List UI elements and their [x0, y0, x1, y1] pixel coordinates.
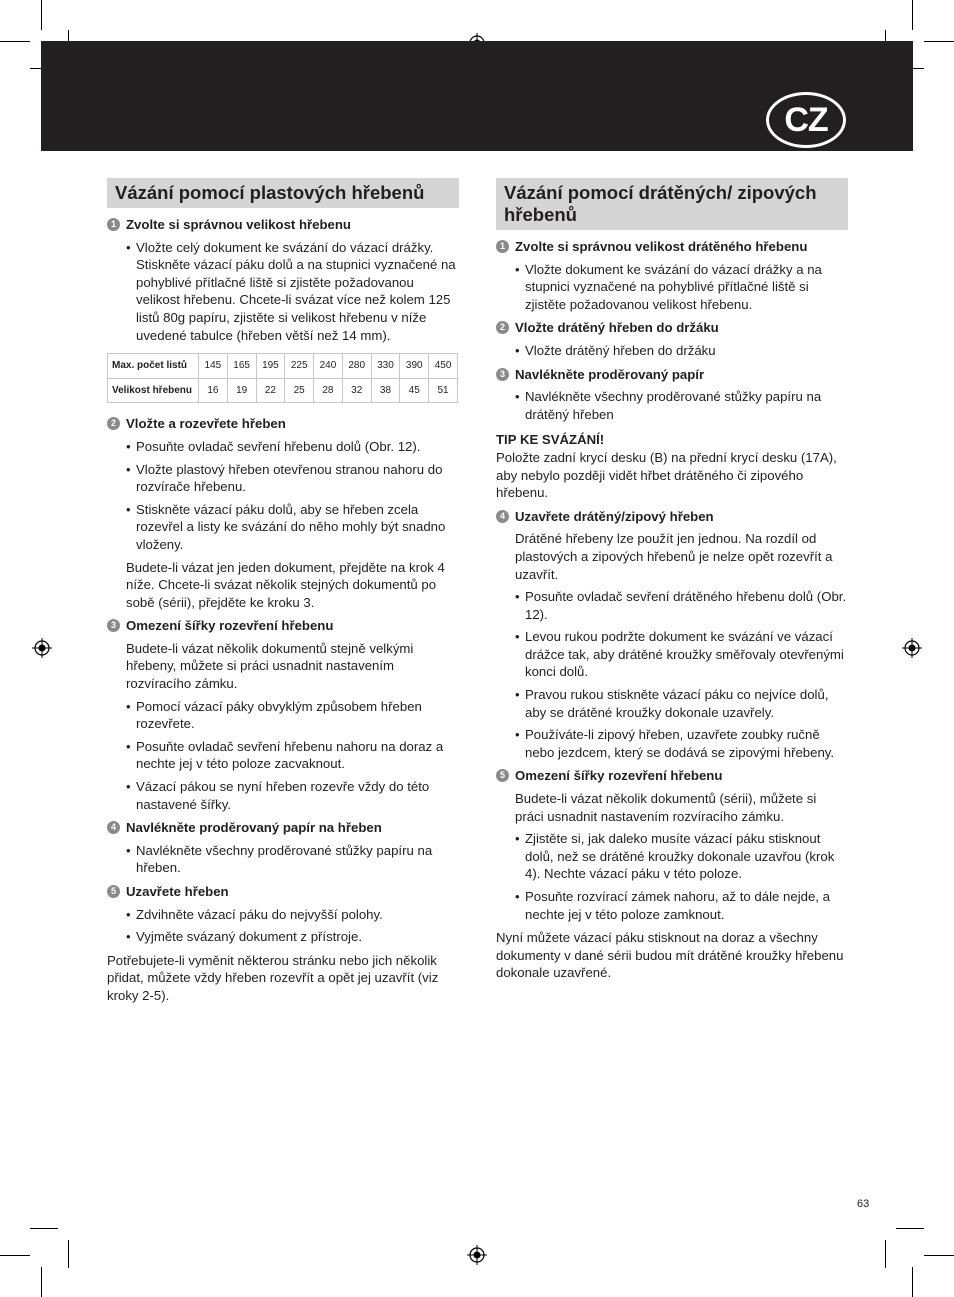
- step-title: Vložte drátěný hřeben do držáku: [515, 320, 719, 336]
- table-cell: 22: [256, 378, 285, 403]
- crop-mark: [68, 1240, 69, 1268]
- step-heading: [107, 415, 459, 433]
- closing-paragraph: Nyní můžete vázací páku stisknout na doraz a všechny dokumenty v dané sérii budou mít drátěné kroužky hřebenu dokonale uzavřené.: [496, 930, 844, 981]
- table-cell: 28: [314, 378, 343, 403]
- closing-paragraph: Potřebujete-li vyměnit některou stránku nebo jich několik přidat, můžete vždy hřeben rozevřít a opět jej uzavřít (viz kroky 2-5).: [107, 952, 439, 1003]
- step-heading: [496, 366, 848, 384]
- bullet-item: • Zdvihněte vázací páku do nejvyšší polohy.: [107, 906, 459, 924]
- table-cell: 45: [400, 378, 429, 403]
- bullet-item: • Vložte drátěný hřeben do držáku: [496, 342, 848, 360]
- table-cell: 280: [342, 354, 371, 379]
- bullet-item: • Vložte plastový hřeben otevřenou stranou nahoru do rozvírače hřebenu.: [107, 461, 459, 496]
- bullet-item: • Pravou rukou stiskněte vázací páku co nejvíce dolů, aby se drátěné kroužky dokonale uzavřely.: [496, 686, 848, 721]
- step-title: Uzavřete drátěný/zipový hřeben: [515, 508, 714, 524]
- comb-size-table: [107, 353, 458, 403]
- section-heading: Vázání pomocí drátěných/ zipových hřebenů: [496, 178, 848, 230]
- section-heading: Vázání pomocí plastových hřebenů: [107, 178, 459, 208]
- step-number-badge: 1: [496, 240, 509, 253]
- step-title: Zvolte si správnou velikost drátěného hřebenu: [515, 239, 808, 254]
- bullet-item: • Vyjměte svázaný dokument z přístroje.: [107, 928, 459, 946]
- table-cell: 32: [342, 378, 371, 403]
- right-column: [496, 178, 848, 982]
- step-paragraph: Budete-li vázat několik dokumentů stejně velkými hřebeny, můžete si práci usnadnit nastavením rozvíracího zámku.: [126, 640, 414, 692]
- language-badge: CZ: [766, 92, 846, 148]
- step-number-badge: 1: [107, 218, 120, 231]
- step-title: Omezení šířky rozevření hřebenu: [515, 768, 723, 784]
- crop-mark: [924, 41, 954, 42]
- crop-mark: [41, 0, 42, 30]
- step-heading: [107, 216, 459, 234]
- step-heading: [496, 767, 848, 785]
- bullet-item: • Levou rukou podržte dokument ke svázání ve vázací drážce tak, aby drátěné kroužky směřovaly otevřenými konci dolů.: [496, 628, 848, 681]
- table-cell: 240: [314, 354, 343, 379]
- step-paragraph: Budete-li vázat jen jeden dokument, přejděte na krok 4 níže. Chcete-li svázat několik stejných dokumentů po sobě (sérii), přejděte ke kroku 3.: [126, 559, 445, 610]
- step-number-badge: 5: [107, 885, 120, 898]
- step-paragraph: Drátěné hřebeny lze použít jen jednou. Na rozdíl od plastových a zipových hřebenů je nelze opět rozevřít a uzavřít.: [515, 531, 833, 582]
- table-cell: 225: [285, 354, 314, 379]
- crop-mark: [924, 1255, 954, 1256]
- left-column: [107, 178, 459, 1005]
- registration-mark-icon: [902, 638, 922, 658]
- crop-mark: [912, 1267, 913, 1297]
- bullet-item: • Navlékněte všechny proděrované stůžky papíru na drátěný hřeben: [496, 388, 848, 423]
- table-row: [108, 354, 458, 379]
- bullet-item: • Pomocí vázací páky obvyklým způsobem hřeben rozevřete.: [107, 698, 459, 733]
- step-heading: [107, 883, 459, 901]
- step-title: Zvolte si správnou velikost hřebenu: [126, 217, 351, 232]
- step-heading: [107, 819, 459, 837]
- step-number-badge: 2: [496, 321, 509, 334]
- step-title: Uzavřete hřeben: [126, 884, 229, 899]
- step-number-badge: 2: [107, 417, 120, 430]
- step-number-badge: 3: [496, 368, 509, 381]
- step-heading: [496, 238, 848, 256]
- step-heading: [107, 617, 459, 635]
- step-title: Navlékněte proděrovaný papír: [515, 366, 705, 382]
- step-number-badge: 5: [496, 769, 509, 782]
- table-cell: 145: [199, 354, 228, 379]
- table-cell: 330: [371, 354, 400, 379]
- table-cell: 390: [400, 354, 429, 379]
- step-number-badge: 4: [496, 510, 509, 523]
- step-heading: [496, 319, 848, 337]
- crop-mark: [41, 1267, 42, 1297]
- bullet-item: • Navlékněte všechny proděrované stůžky papíru na hřeben.: [107, 842, 459, 877]
- step-number-badge: 4: [107, 821, 120, 834]
- bullet-item: • Posuňte ovladač sevření hřebenu nahoru na doraz a nechte jej v této poloze zacvaknout.: [107, 738, 459, 773]
- step-number-badge: 3: [107, 619, 120, 632]
- step-heading: [496, 508, 848, 526]
- table-row-header: Velikost hřebenu: [108, 378, 199, 403]
- tip-text: Položte zadní krycí desku (B) na přední krycí desku (17A), aby nebylo později vidět hřbet drátěného či zipového hřebenu.: [496, 449, 837, 501]
- table-cell: 25: [285, 378, 314, 403]
- step-title: Vložte a rozevřete hřeben: [126, 416, 286, 432]
- crop-mark: [0, 1255, 30, 1256]
- page-number: 63: [857, 1198, 870, 1210]
- table-row-header: Max. počet listů: [108, 354, 199, 379]
- bullet-item: • Vložte dokument ke svázání do vázací drážky a na stupnici vyznačené na pohyblivé přítlačné liště si zjistěte požadovanou velikost hřebenu.: [496, 261, 848, 314]
- table-cell: 51: [429, 378, 458, 403]
- bullet-item: • Vázací pákou se nyní hřeben rozevře vždy do této nastavené šířky.: [107, 778, 459, 813]
- step-title: Omezení šířky rozevření hřebenu: [126, 618, 334, 634]
- crop-mark: [896, 1228, 924, 1229]
- step-title: Navlékněte proděrovaný papír na hřeben: [126, 820, 382, 836]
- header-banner: [41, 41, 913, 151]
- table-cell: 19: [227, 378, 256, 403]
- tip-title: TIP KE SVÁZÁNÍ!: [496, 432, 605, 448]
- bullet-item: • Zjistěte si, jak daleko musíte vázací páku stisknout dolů, než se drátěné kroužky dokonale uzavřou (krok 4). Nechte vázací páku v této poloze.: [496, 830, 848, 883]
- bullet-item: • Stiskněte vázací páku dolů, aby se hřeben zcela rozevřel a listy ke svázání do něho mohly být snadno vloženy.: [107, 501, 459, 554]
- table-row: [108, 378, 458, 403]
- table-cell: 450: [429, 354, 458, 379]
- table-cell: 165: [227, 354, 256, 379]
- table-cell: 195: [256, 354, 285, 379]
- crop-mark: [912, 0, 913, 30]
- bullet-item: • Vložte celý dokument ke svázání do vázací drážky. Stiskněte vázací páku dolů a na stupnici vyznačené na pohyblivé přítlačné liště si zjistěte požadovanou velikost hřebenu. Chcete-li svázat více než kolem 125 listů 80g papíru, zjistěte si velikost hřebenu v níže uvedené tabulce (hřeben větší než 14 mm).: [107, 239, 459, 345]
- bullet-item: • Posuňte ovladač sevření drátěného hřebenu dolů (Obr. 12).: [496, 588, 848, 623]
- table-cell: 38: [371, 378, 400, 403]
- bullet-item: • Používáte-li zipový hřeben, uzavřete zoubky ručně nebo jezdcem, který se dodává se zipovými hřebeny.: [496, 726, 848, 761]
- registration-mark-icon: [467, 1245, 487, 1265]
- crop-mark: [30, 1228, 58, 1229]
- step-paragraph: Budete-li vázat několik dokumentů (sérii), můžete si práci usnadnit nastavením rozvíracího zámku.: [515, 791, 817, 824]
- bullet-item: • Posuňte ovladač sevření hřebenu dolů (Obr. 12).: [107, 438, 459, 456]
- registration-mark-icon: [32, 638, 52, 658]
- bullet-item: • Posuňte rozvírací zámek nahoru, až to dále nejde, a nechte jej v této poloze zamknout.: [496, 888, 848, 923]
- crop-mark: [885, 1240, 886, 1268]
- crop-mark: [0, 41, 30, 42]
- table-cell: 16: [199, 378, 228, 403]
